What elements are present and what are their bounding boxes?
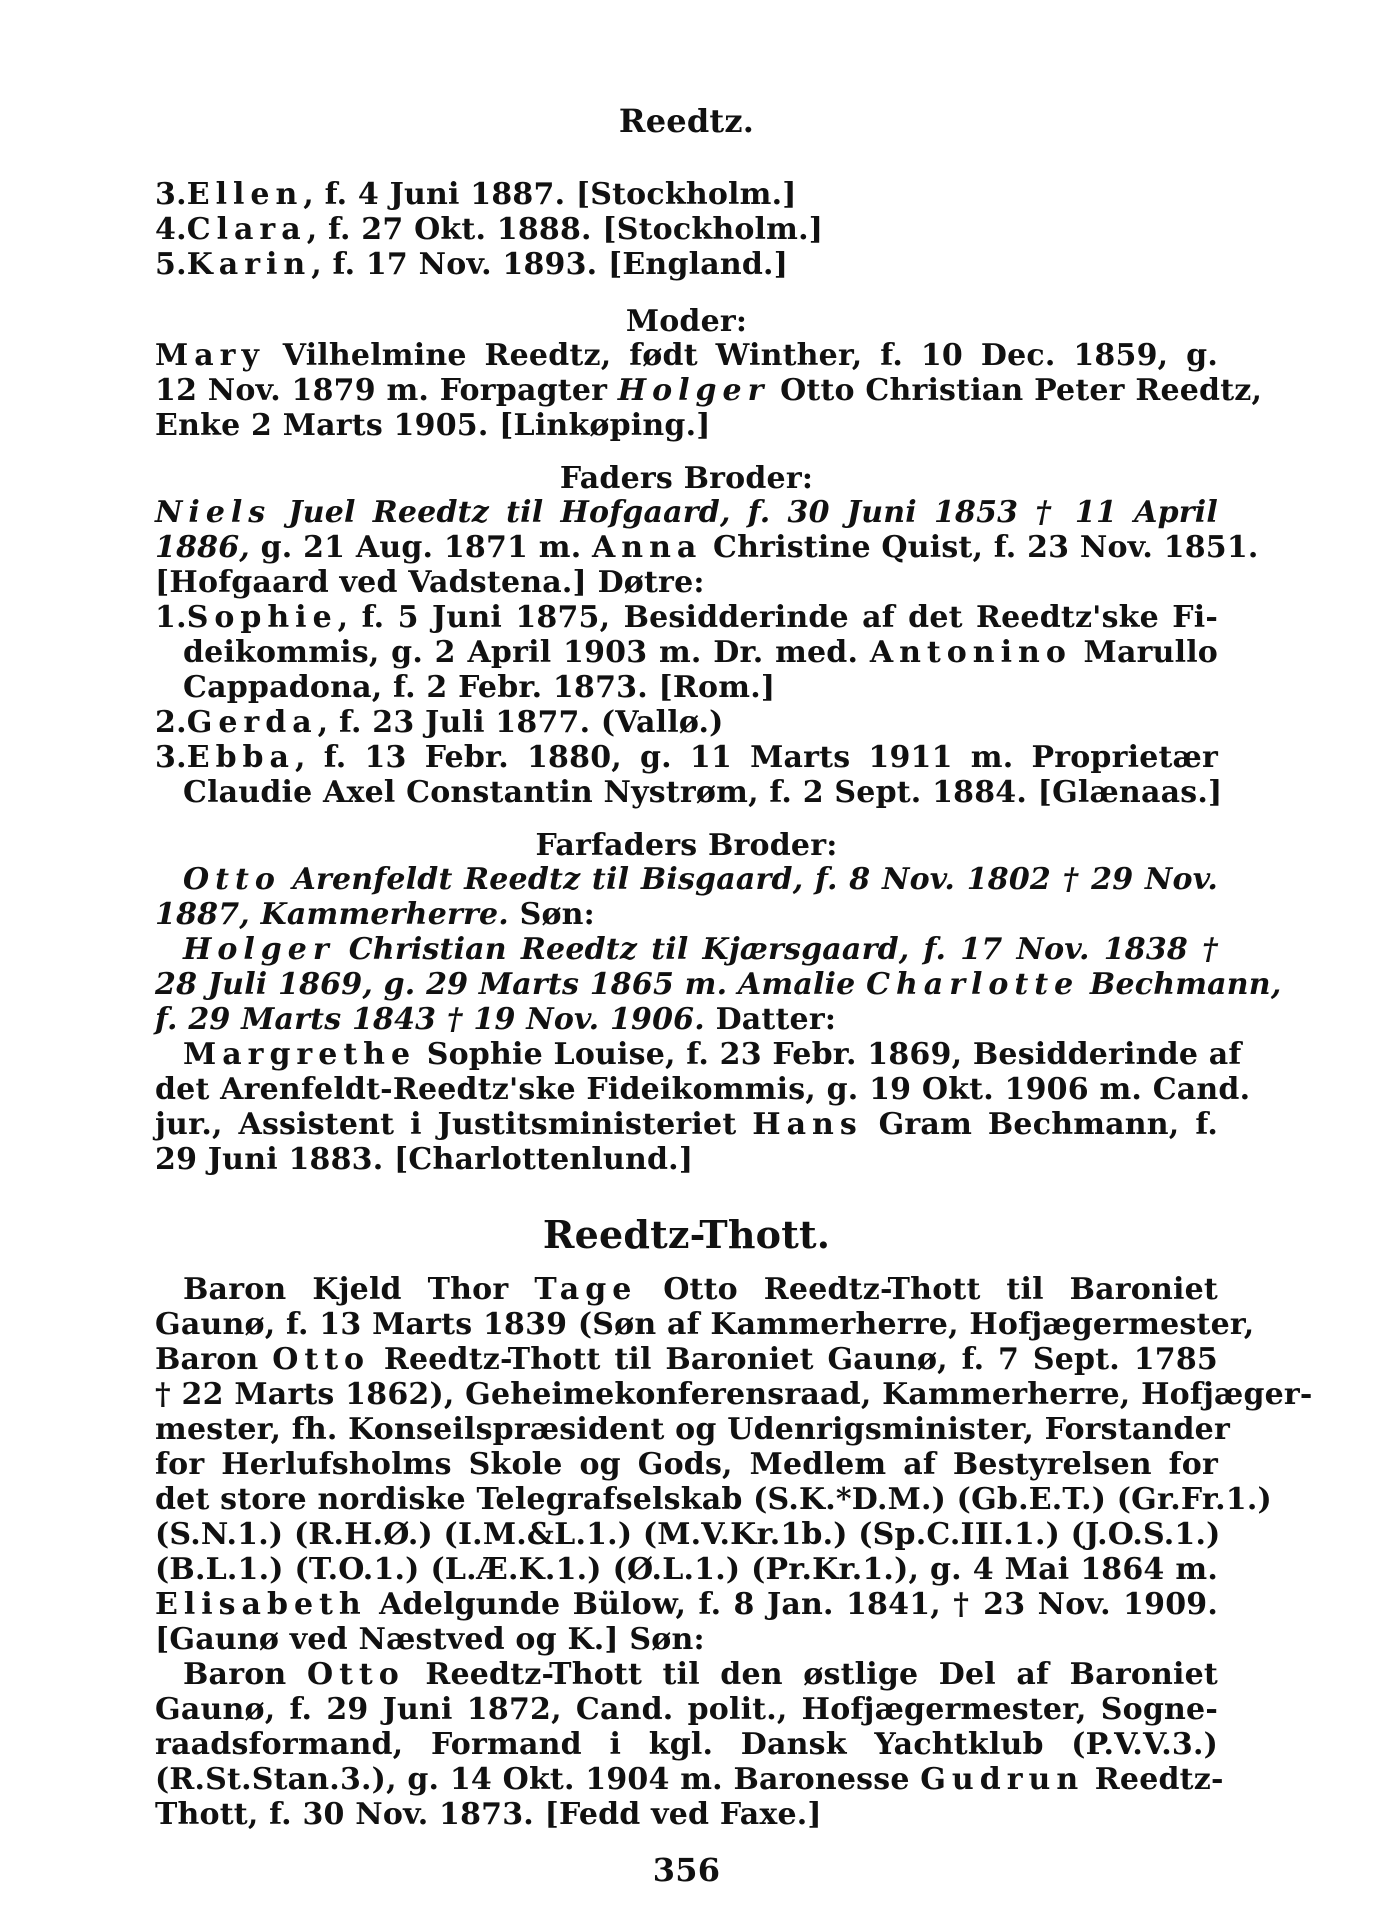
- text-line: [155, 898, 595, 932]
- section-heading-farfaders-broder: Farfaders Broder:: [535, 828, 838, 863]
- person-name: Hans: [752, 1107, 863, 1142]
- text-line: [155, 1108, 1218, 1142]
- line-text: f. 29 Marts 1843 † 19 Nov. 1906.: [155, 1002, 705, 1037]
- entry-number: 3.: [155, 177, 187, 212]
- text-line: [155, 530, 1259, 565]
- line-text: g. 21 Aug. 1871 m.: [260, 530, 582, 565]
- text-line: Cappadona, f. 2 Febr. 1873. [Rom.]: [183, 670, 776, 705]
- line-text: Reedtz-Thott til Baroniet Gaunø, f. 7 Sept. 1785: [383, 1342, 1218, 1377]
- text-line: 29 Juni 1883. [Charlottenlund.]: [155, 1142, 694, 1177]
- line-text: 1886,: [155, 530, 250, 565]
- text-line: [Gaunø ved Næstved og K.] Søn:: [155, 1622, 705, 1657]
- entry-text: , f. 27 Okt. 1888. [Stockholm.]: [306, 212, 824, 247]
- text-line: [155, 1762, 1224, 1797]
- entry-text: , f. 17 Nov. 1893. [England.]: [311, 247, 789, 282]
- person-name: Holger: [617, 373, 770, 408]
- line-text: Datter:: [715, 1002, 837, 1037]
- line-text: Adelgunde Bülow, f. 8 Jan. 1841, † 23 Nov. 1909.: [379, 1587, 1218, 1622]
- person-name: Ebba: [186, 740, 295, 775]
- text-line: Gaunø, f. 29 Juni 1872, Cand. polit., Hofjægermester, Sogne-: [155, 1692, 1218, 1727]
- person-name: Clara: [186, 212, 307, 247]
- line-text: Baron Kjeld Thor: [183, 1272, 509, 1307]
- text-line: Claudie Axel Constantin Nystrøm, f. 2 Sept. 1884. [Glænaas.]: [183, 775, 1223, 810]
- person-name: Elisabeth: [155, 1587, 367, 1622]
- line-text: Sophie Louise, f. 23 Febr. 1869, Besidderinde af: [426, 1037, 1242, 1072]
- line-text: Arenfeldt Reedtz til Bisgaard, f. 8 Nov. 1802 † 29 Nov.: [292, 862, 1218, 897]
- person-name: Tage: [534, 1272, 638, 1307]
- line-text: deikommis, g. 2 April 1903 m. Dr. med.: [183, 635, 859, 670]
- person-name: Otto: [183, 862, 281, 897]
- line-text: jur., Assistent i Justitsministeriet: [155, 1107, 737, 1142]
- person-name: Antonino: [869, 635, 1072, 670]
- line-text: Christian Reedtz til Kjærsgaard, f. 17 Nov. 1838 †: [348, 932, 1218, 967]
- person-name: Anna: [592, 530, 703, 565]
- text-line: [183, 1037, 1242, 1072]
- line-text: , f. 23 Juli 1877. (Vallø.): [317, 705, 724, 740]
- text-line: det Arenfeldt-Reedtz'ske Fideikommis, g. 19 Okt. 1906 m. Cand.: [155, 1072, 1251, 1107]
- line-text: Marullo: [1083, 635, 1218, 670]
- text-line: Enke 2 Marts 1905. [Linkøping.]: [155, 408, 711, 443]
- line-text: (R.St.Stan.3.), g. 14 Okt. 1904 m. Baronesse: [155, 1762, 910, 1797]
- line-text: Juel Reedtz til Hofgaard, f. 30 Juni 1853 † 11 April: [288, 495, 1218, 530]
- person-name: Niels: [155, 495, 272, 530]
- person-name: Gerda: [186, 705, 318, 740]
- text-line: [155, 1003, 836, 1037]
- entry-number: 5.: [155, 247, 187, 282]
- line-text: Christine Quist, f. 23 Nov. 1851.: [713, 530, 1259, 565]
- person-name: Otto: [272, 1342, 371, 1377]
- person-name: Otto: [306, 1657, 405, 1692]
- text-line: raadsformand, Formand i kgl. Dansk Yachtklub (P.V.V.3.): [155, 1727, 1218, 1762]
- text-line: [155, 339, 1218, 373]
- text-line: [155, 1343, 1218, 1377]
- text-line: [155, 1588, 1218, 1622]
- line-text: Reedtz-Thott til den østlige Del af Baroniet: [425, 1657, 1218, 1692]
- text-line: (B.L.1.) (T.O.1.) (L.Æ.K.1.) (Ø.L.1.) (Pr.Kr.1.), g. 4 Mai 1864 m.: [155, 1552, 1218, 1587]
- text-line: det store nordiske Telegrafselskab (S.K.*D.M.) (Gb.E.T.) (Gr.Fr.1.): [155, 1482, 1272, 1517]
- running-head: Reedtz.: [618, 102, 755, 140]
- section-heading-faders-broder: Faders Broder:: [559, 461, 814, 496]
- text-line: mester, fh. Konseilspræsident og Udenrigsminister, Forstander: [155, 1412, 1230, 1447]
- person-name: Gudrun: [920, 1762, 1085, 1797]
- entry-number: 1.: [155, 600, 187, 635]
- line-text: Otto Reedtz-Thott til Baroniet: [663, 1272, 1218, 1307]
- line-text: 12 Nov. 1879 m. Forpagter: [155, 373, 608, 408]
- line-text: Reedtz-: [1094, 1762, 1224, 1797]
- daughter-entry: [155, 248, 788, 282]
- text-line: [183, 1658, 1218, 1692]
- line-text: Otto Christian Peter Reedtz,: [780, 373, 1263, 408]
- text-line: † 22 Marts 1862), Geheimekonferensraad, Kammerherre, Hofjæger-: [155, 1377, 1313, 1412]
- page-number: 356: [652, 1851, 721, 1889]
- text-line: [155, 967, 1282, 1002]
- person-name: Mary: [155, 338, 265, 373]
- text-line: [183, 1273, 1218, 1307]
- person-name: Holger: [183, 932, 335, 967]
- line-text: 28 Juli 1869, g. 29 Marts 1865 m. Amalie: [155, 967, 856, 1002]
- section-heading-moder: Moder:: [625, 304, 748, 339]
- text-line: Thott, f. 30 Nov. 1873. [Fedd ved Faxe.]: [155, 1797, 822, 1832]
- text-line: [183, 636, 1218, 670]
- text-line: [Hofgaard ved Vadstena.] Døtre:: [155, 565, 705, 600]
- daughter-entry: [155, 741, 1218, 775]
- line-text: 1887, Kammerherre.: [155, 897, 509, 932]
- text-line: [155, 496, 1218, 530]
- person-name: Karin: [186, 247, 312, 282]
- line-text: , f. 5 Juni 1875, Besidderinde af det Reedtz'ske Fi-: [337, 600, 1218, 635]
- text-line: [183, 933, 1218, 967]
- person-name: Ellen: [186, 177, 304, 212]
- line-text: , f. 13 Febr. 1880, g. 11 Marts 1911 m. Proprietær: [294, 740, 1218, 775]
- entry-text: , f. 4 Juni 1887. [Stockholm.]: [303, 177, 797, 212]
- entry-number: 4.: [155, 212, 187, 247]
- daughter-entry: [155, 178, 797, 212]
- person-name: Charlotte: [866, 967, 1080, 1002]
- text-line: (S.N.1.) (R.H.Ø.) (I.M.&L.1.) (M.V.Kr.1b.) (Sp.C.III.1.) (J.O.S.1.): [155, 1517, 1221, 1552]
- line-text: Baron: [155, 1342, 259, 1377]
- line-text: Bechmann,: [1089, 967, 1282, 1002]
- entry-number: 2.: [155, 705, 187, 740]
- section-title-reedtz-thott: Reedtz-Thott.: [542, 1212, 831, 1257]
- entry-number: 3.: [155, 740, 187, 775]
- text-line: [183, 863, 1218, 897]
- line-text: Baron: [183, 1657, 287, 1692]
- text-line: for Herlufsholms Skole og Gods, Medlem af Bestyrelsen for: [155, 1447, 1218, 1482]
- text-line: [155, 373, 1263, 408]
- person-name: Margrethe: [183, 1037, 417, 1072]
- line-text: Gram Bechmann, f.: [878, 1107, 1218, 1142]
- daughter-entry: [155, 706, 724, 740]
- daughter-entry: [155, 601, 1218, 635]
- person-name: Sophie: [186, 600, 338, 635]
- daughter-entry: [155, 213, 823, 247]
- line-text: Vilhelmine Reedtz, født Winther, f. 10 Dec. 1859, g.: [282, 338, 1218, 373]
- line-text: Søn:: [519, 897, 595, 932]
- text-line: Gaunø, f. 13 Marts 1839 (Søn af Kammerherre, Hofjægermester,: [155, 1307, 1255, 1342]
